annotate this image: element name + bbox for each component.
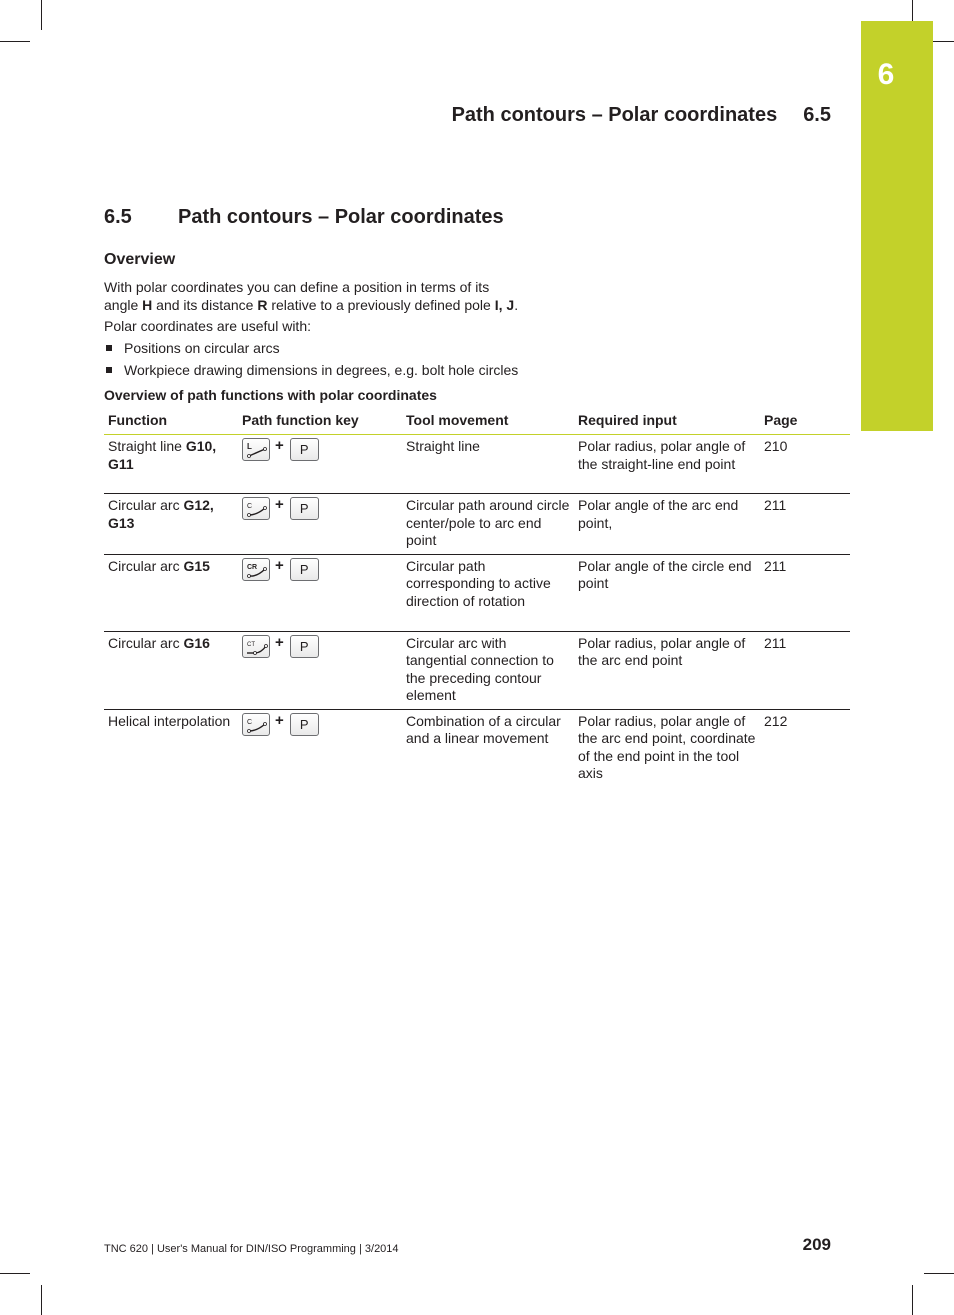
cell-page: 210 <box>760 435 850 494</box>
key-L-icon <box>242 438 270 461</box>
function-text: Helical interpolation <box>108 712 231 729</box>
cell-input: Polar angle of the arc end point, <box>574 494 760 555</box>
function-code: G16 <box>183 634 210 651</box>
header-tool-movement: Tool movement <box>402 409 574 435</box>
cell-key <box>238 631 402 709</box>
overview-heading: Overview <box>104 251 176 268</box>
table-row <box>104 494 850 555</box>
section-title-text: Path contours – Polar coordinates <box>178 206 504 228</box>
function-code: G15 <box>183 557 210 574</box>
cell-input: Polar radius, polar angle of the straight-line end point <box>574 435 760 494</box>
cell-key <box>238 494 402 555</box>
footer-text: TNC 620 | User's Manual for DIN/ISO Programming | 3/2014 <box>104 1243 399 1255</box>
function-text: Circular arc <box>108 557 184 574</box>
key-P-button: P <box>290 635 319 658</box>
table-row <box>104 631 850 709</box>
bullet-text: Workpiece drawing dimensions in degrees, e.g. bolt hole circles <box>124 362 519 378</box>
header-required-input: Required input <box>574 409 760 435</box>
function-code: G12, G13 <box>108 497 214 531</box>
crop-mark <box>0 1273 30 1274</box>
cell-input: Polar angle of the circle end point <box>574 554 760 631</box>
key-CT-icon <box>242 635 270 658</box>
plus-sign: + <box>275 556 284 574</box>
key-C-icon <box>242 497 270 520</box>
cell-key <box>238 709 402 787</box>
table-row <box>104 709 850 787</box>
cell-input: Polar radius, polar angle of the arc end point <box>574 631 760 709</box>
plus-sign: + <box>275 437 284 454</box>
header-path-function-key: Path function key <box>238 409 402 435</box>
function-text: Circular arc <box>108 497 184 513</box>
key-label: CR <box>247 563 258 571</box>
intro-text: . <box>514 297 519 313</box>
cell-page: 212 <box>764 712 788 729</box>
header-function: Function <box>104 409 238 435</box>
cell-page: 211 <box>760 494 850 555</box>
useful-paragraph: Polar coordinates are useful with: <box>104 318 311 334</box>
cell-function <box>104 554 238 631</box>
key-label: L <box>247 442 252 451</box>
table-caption: Overview of path functions with polar coordinates <box>104 387 437 403</box>
crop-mark <box>41 1285 42 1315</box>
running-head <box>452 104 831 127</box>
plus-sign: + <box>275 711 284 729</box>
cell-input: Polar radius, polar angle of the arc end point, coordinate of the end point in the tool axis <box>578 712 756 781</box>
key-P-button: P <box>290 497 319 520</box>
bullet-item <box>104 361 518 379</box>
chapter-number: 6 <box>877 58 895 91</box>
bullet-square-icon <box>106 367 112 373</box>
crop-mark <box>912 1285 913 1315</box>
bullet-text: Positions on circular arcs <box>124 340 280 356</box>
running-head-title: Path contours – Polar coordinates <box>451 104 778 126</box>
function-code: G10, G11 <box>108 438 217 472</box>
cell-movement: Circular path corresponding to active direction of rotation <box>402 554 574 631</box>
function-text: Circular arc <box>108 634 184 651</box>
intro-text: and its distance <box>152 297 258 313</box>
intro-text: relative to a previously defined pole <box>267 297 495 313</box>
table-row <box>104 554 850 631</box>
cell-page: 211 <box>760 554 850 631</box>
crop-mark <box>924 1273 954 1274</box>
section-title <box>104 206 504 229</box>
key-label: C <box>247 503 253 510</box>
table-header-row <box>104 409 850 435</box>
cell-function <box>104 494 238 555</box>
cell-movement: Combination of a circular and a linear movement <box>406 712 561 746</box>
crop-mark <box>0 41 30 42</box>
cell-movement: Circular arc with tangential connection to the preceding contour element <box>402 631 574 709</box>
cell-page: 211 <box>760 631 850 709</box>
running-head-section: 6.5 <box>803 104 831 126</box>
plus-sign: + <box>275 633 284 651</box>
intro-code: I, J <box>494 297 515 313</box>
key-CR-icon <box>242 558 270 581</box>
cell-key <box>238 554 402 631</box>
intro-code: H <box>142 297 153 313</box>
bullet-square-icon <box>106 345 112 351</box>
intro-paragraph <box>104 278 518 314</box>
section-number: 6.5 <box>104 206 132 228</box>
key-P-button: P <box>290 558 319 581</box>
key-label: C <box>247 718 253 726</box>
intro-line1: With polar coordinates you can define a position in terms of its <box>104 279 490 295</box>
key-P-button: P <box>290 713 319 736</box>
path-functions-table <box>104 409 850 787</box>
crop-mark <box>41 0 42 30</box>
plus-sign: + <box>275 496 284 513</box>
cell-function <box>104 631 238 709</box>
key-label: CT <box>247 641 255 648</box>
cell-movement: Straight line <box>402 435 574 494</box>
header-page: Page <box>760 409 850 435</box>
key-P-button: P <box>290 438 319 461</box>
function-text: Straight line <box>108 438 186 454</box>
cell-function <box>104 709 238 787</box>
page-number: 209 <box>802 1235 831 1254</box>
table-row <box>104 435 850 494</box>
bullet-item <box>104 339 280 357</box>
cell-movement: Circular path around circle center/pole to arc end point <box>402 494 574 555</box>
intro-text: angle <box>104 297 143 313</box>
key-C-icon <box>242 713 270 736</box>
cell-key <box>238 435 402 494</box>
cell-function <box>104 435 238 494</box>
intro-code: R <box>257 297 268 313</box>
